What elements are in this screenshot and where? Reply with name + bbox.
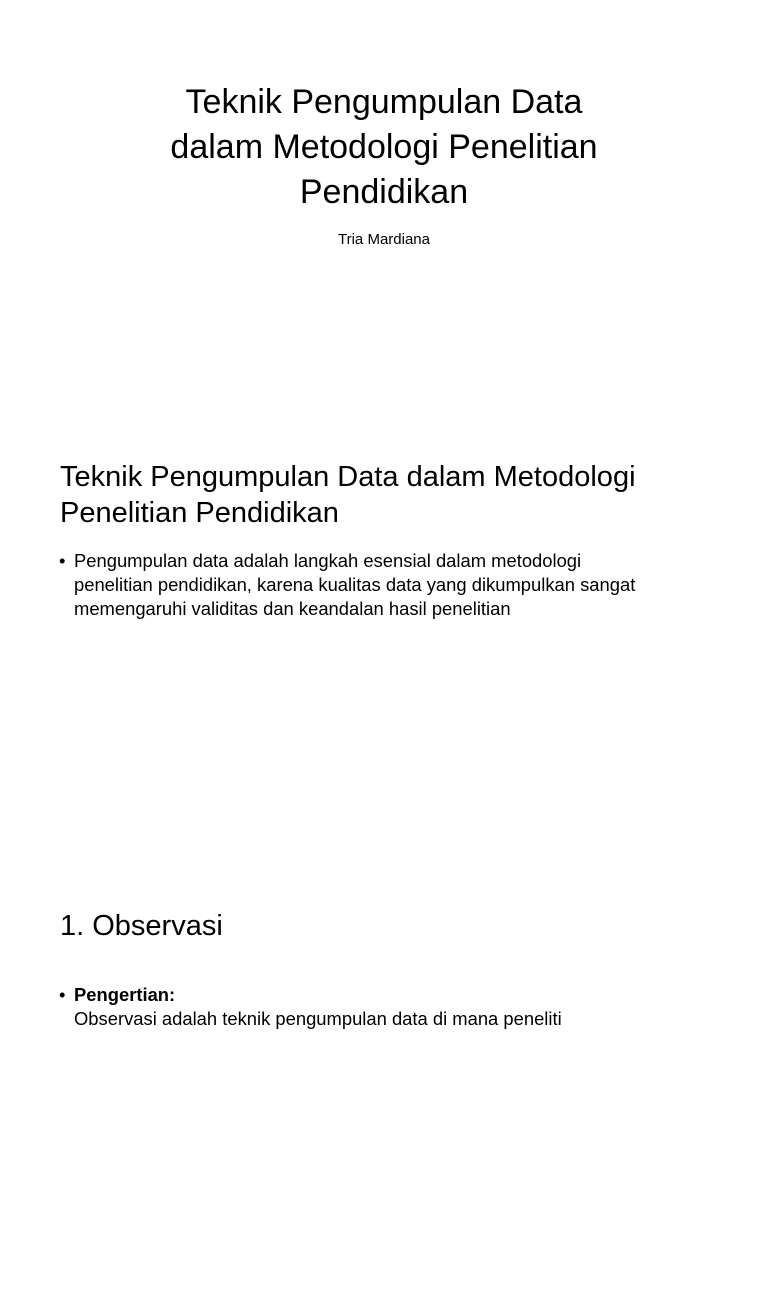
bullet-text-line: memengaruhi validitas dan keandalan hasil penelitian: [74, 598, 511, 619]
slide-heading-line: Penelitian Pendidikan: [60, 497, 339, 529]
intro-slide: [0, 432, 768, 864]
slide-heading-line: Teknik Pengumpulan Data dalam Metodologi: [60, 461, 636, 493]
observasi-slide: [0, 864, 768, 1296]
bullet-marker: •: [59, 550, 66, 571]
bullet-label: Pengertian:: [74, 984, 176, 1005]
title-slide: [0, 0, 768, 432]
bullet-list: [59, 549, 709, 621]
slide-heading: 1. Observasi: [60, 910, 223, 942]
slide-title: [84, 80, 684, 215]
bullet-marker: •: [59, 984, 66, 1005]
slide-heading: [60, 459, 710, 531]
bullet-item: [59, 549, 709, 621]
slide-title-line: Teknik Pengumpulan Data: [185, 83, 583, 121]
slide-title-line: dalam Metodologi Penelitian: [170, 128, 598, 166]
slide-title-line: Pendidikan: [299, 173, 469, 211]
bullet-text-line: Pengumpulan data adalah langkah esensial dalam metodologi: [74, 550, 582, 571]
bullet-text-line: Observasi adalah teknik pengumpulan data di mana peneliti: [74, 1008, 562, 1029]
slide-subtitle-author: Tria Mardiana: [338, 231, 430, 248]
bullet-text-line: penelitian pendidikan, karena kualitas data yang dikumpulkan sangat: [74, 574, 636, 595]
